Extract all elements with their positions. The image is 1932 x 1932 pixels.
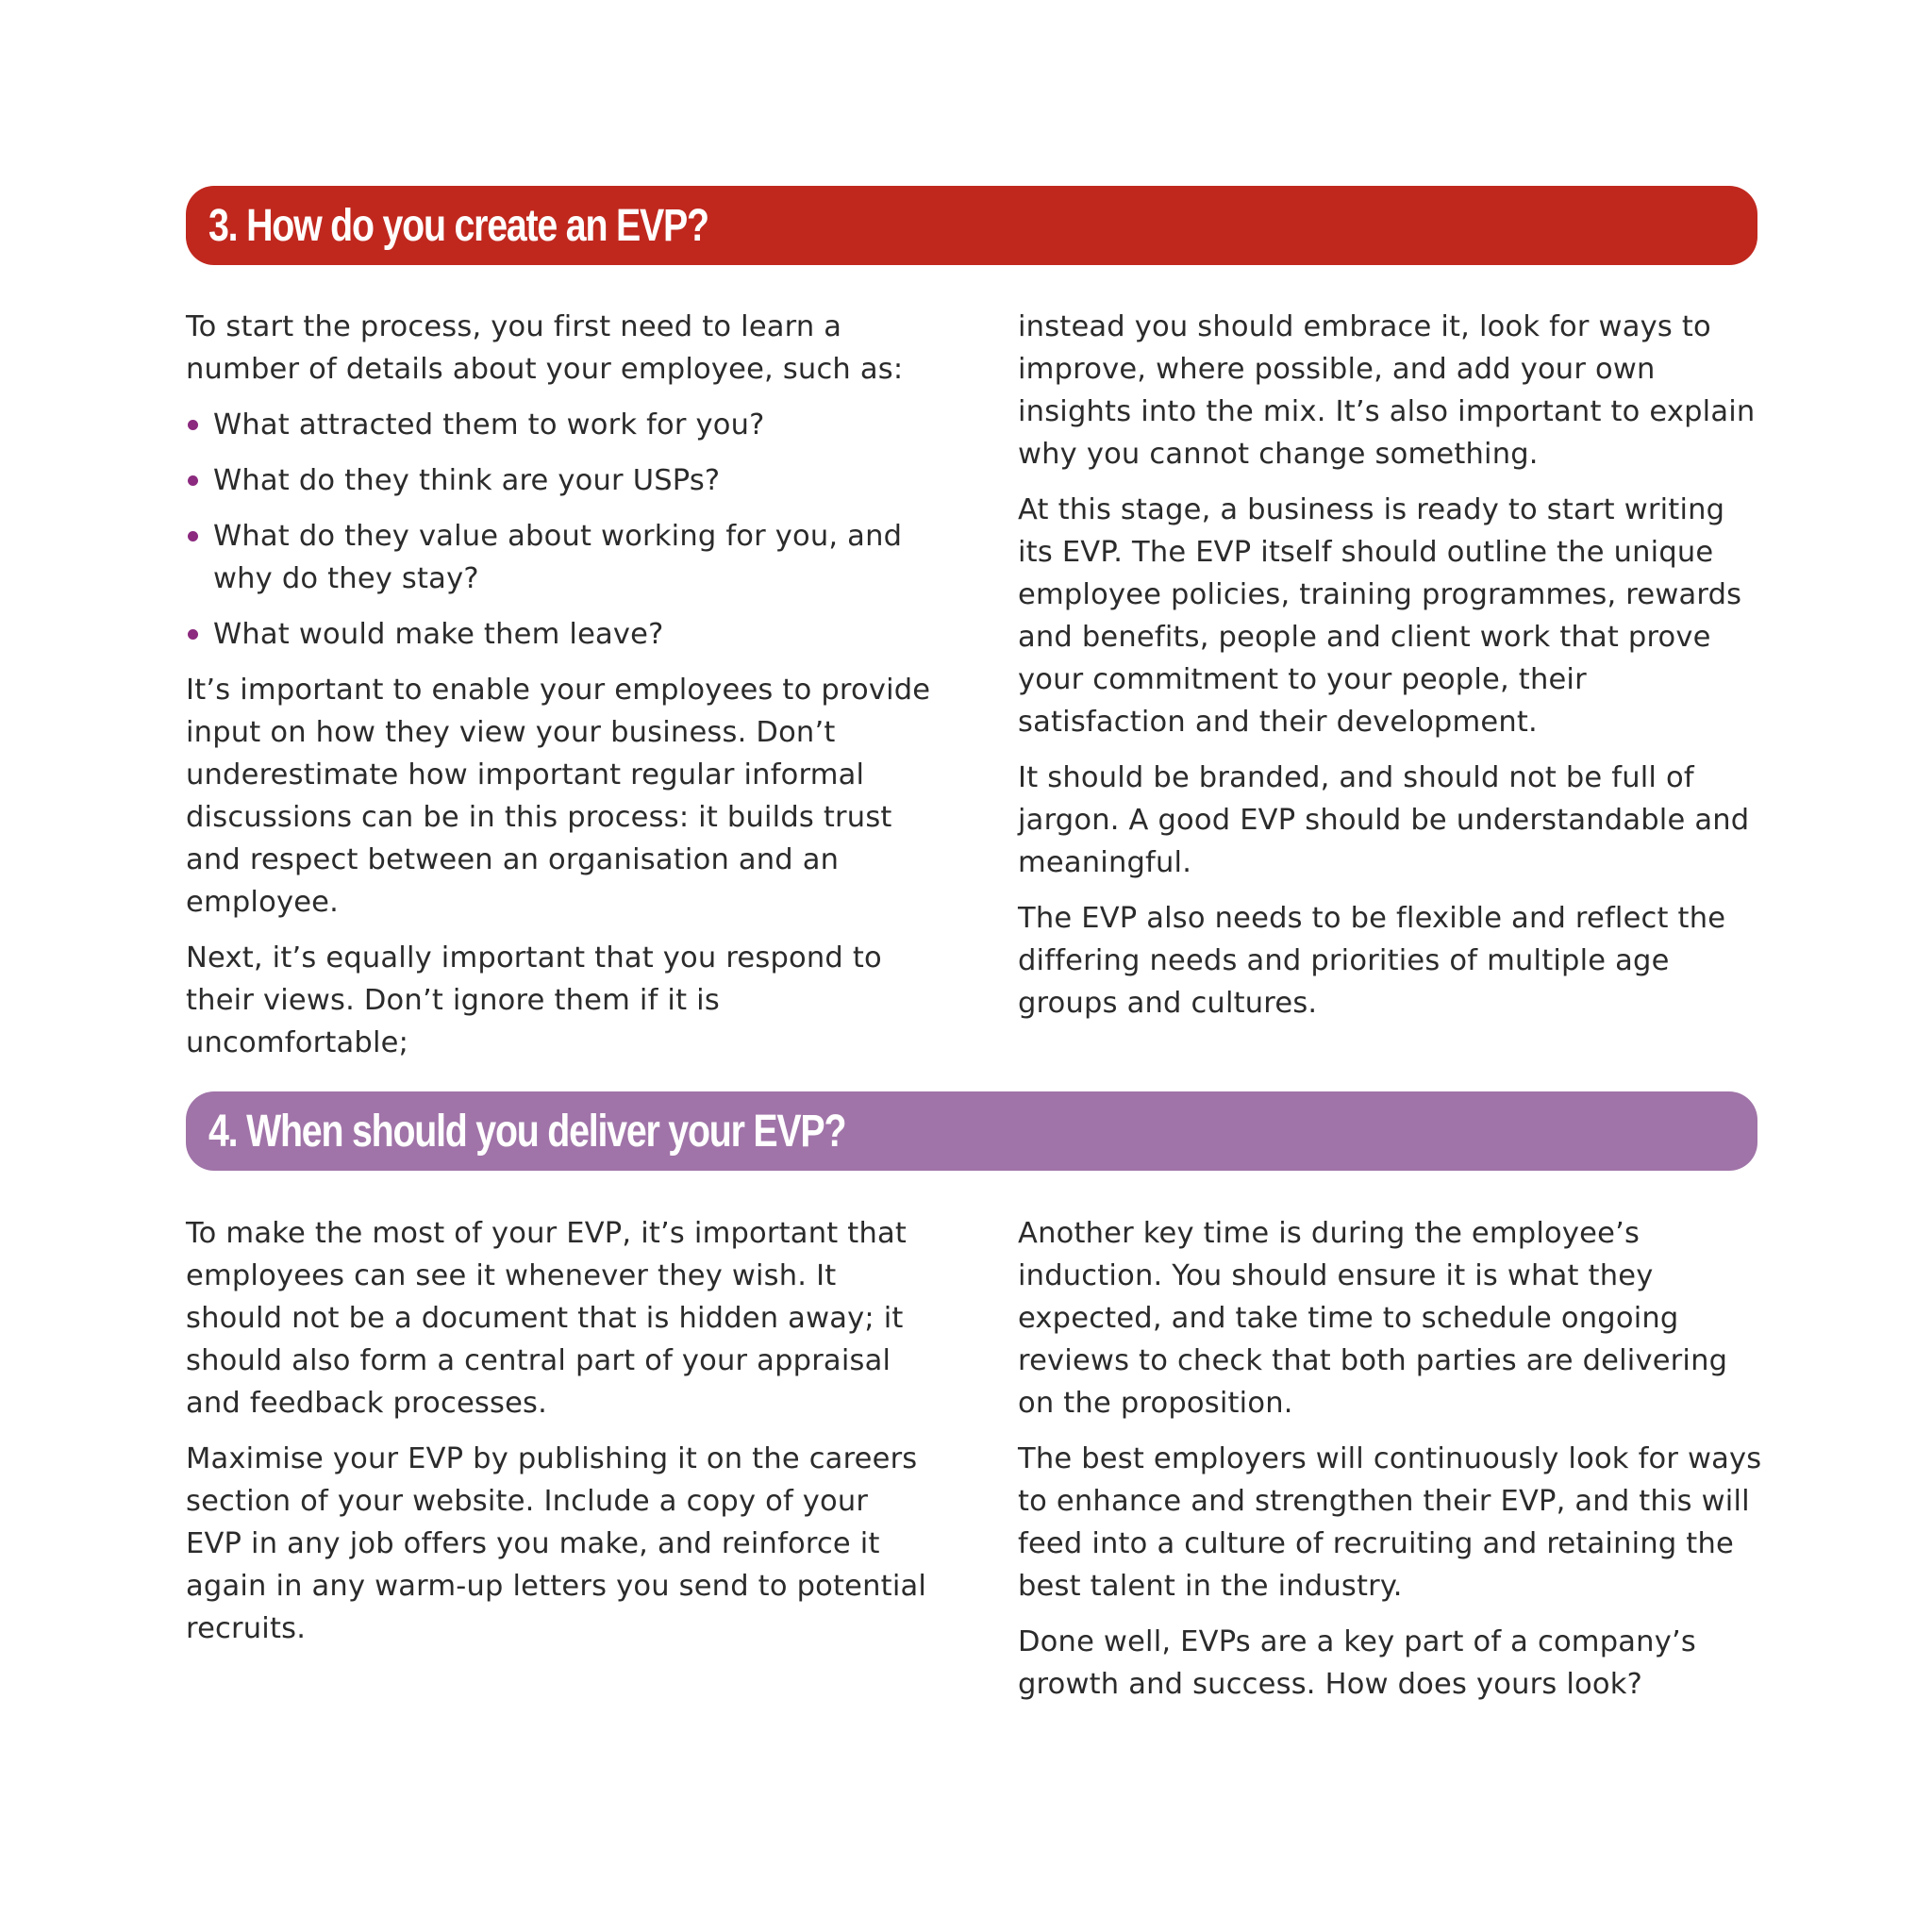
list-item: What do they value about working for you, and why do they stay? [186, 515, 931, 600]
section-4-paragraph: Another key time is during the employee’s induction. You should ensure it is what they expected, and take time to schedule ongoing reviews to check that both parties are delivering on the proposition. [1018, 1217, 1728, 1420]
section-4-paragraph: To make the most of your EVP, it’s important that employees can see it whenever they wish. It should not be a document that is hidden away; it should also form a central part of your appraisal and feedback processes. [186, 1217, 908, 1420]
employee-questions-list [186, 404, 931, 656]
section-4-paragraph: The best employers will continuously look for ways to enhance and strengthen their EVP, and this will feed into a culture of recruiting and retaining the best talent in the industry. [1018, 1442, 1762, 1603]
section-3-right-column [1018, 306, 1763, 1038]
section-3-paragraph: It should be branded, and should not be full of jargon. A good EVP should be understandable and meaningful. [1018, 761, 1750, 879]
list-item: What attracted them to work for you? [186, 404, 931, 446]
section-3-intro: To start the process, you first need to learn a number of details about your employee, such as: [186, 310, 904, 386]
section-4-paragraph: Maximise your EVP by publishing it on the careers section of your website. Include a copy of your EVP in any job offers you make, and reinforce it again in any warm-up letters you send to potential recruits. [186, 1442, 927, 1645]
section-3-left-column [186, 306, 931, 1077]
section-4-header [186, 1091, 1757, 1171]
section-4-paragraph: Done well, EVPs are a key part of a company’s growth and success. How does yours look? [1018, 1625, 1696, 1701]
section-3-paragraph: At this stage, a business is ready to start writing its EVP. The EVP itself should outline the unique employee policies, training programmes, rewards and benefits, people and client work that prove your commitment to your people, their satisfaction and their development. [1018, 493, 1742, 739]
section-3-paragraph: The EVP also needs to be flexible and reflect the differing needs and priorities of multiple age groups and cultures. [1018, 902, 1726, 1020]
section-4-heading: 4. When should you deliver your EVP? [208, 1106, 846, 1157]
section-3-paragraph: Next, it’s equally important that you respond to their views. Don’t ignore them if it is uncomfortable; [186, 941, 882, 1059]
section-3-paragraph: It’s important to enable your employees to provide input on how they view your business. Don’t underestimate how important regular informal discussions can be in this process: it builds trust and respect between an organisation and an employee. [186, 674, 931, 919]
bullet-icon [188, 420, 198, 430]
list-item: What do they think are your USPs? [186, 459, 931, 502]
section-3-header [186, 186, 1757, 265]
bullet-icon [188, 531, 198, 541]
bullet-icon [188, 629, 198, 640]
list-item: What would make them leave? [186, 613, 931, 656]
section-4-left-column [186, 1212, 931, 1663]
section-3-heading: 3. How do you create an EVP? [208, 200, 708, 251]
bullet-icon [188, 475, 198, 486]
section-4-right-column [1018, 1212, 1763, 1719]
section-3-paragraph: instead you should embrace it, look for ways to improve, where possible, and add your own insights into the mix. It’s also important to explain why you cannot change something. [1018, 310, 1756, 471]
